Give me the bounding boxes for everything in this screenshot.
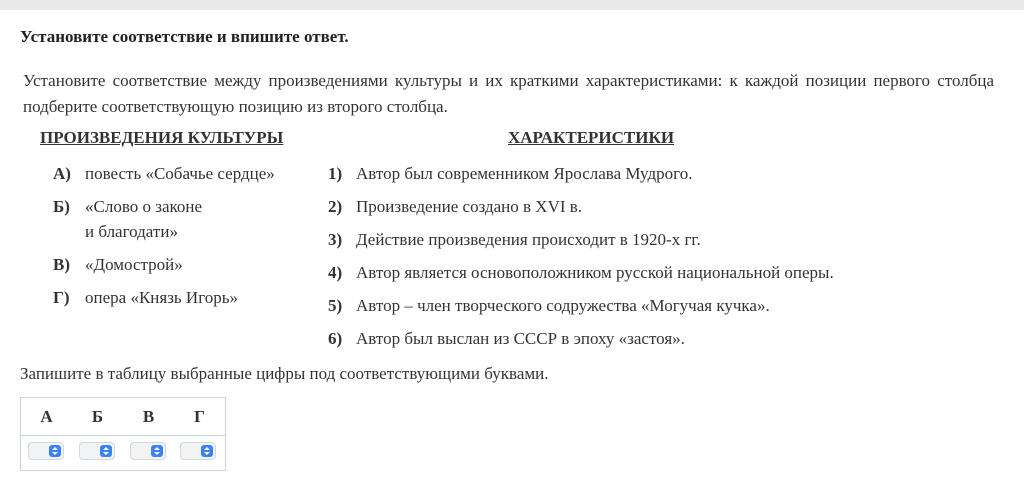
select-arrows-icon (49, 445, 61, 457)
right-column-header: ХАРАКТЕРИСТИКИ (508, 128, 675, 147)
answer-select-g[interactable] (180, 442, 216, 460)
left-column-header: ПРОИЗВЕДЕНИЯ КУЛЬТУРЫ (40, 128, 284, 147)
task-title: Установите соответствие и впишите ответ. (20, 27, 349, 46)
left-item-text: опера «Князь Игорь» (85, 288, 238, 307)
left-item-key: Г) (53, 288, 70, 307)
select-arrows-icon (100, 445, 112, 457)
right-item-text: Автор был выслан из СССР в эпоху «застоя». (356, 329, 685, 348)
right-item-key: 4) (328, 263, 343, 282)
right-item-text: Автор был современником Ярослава Мудрого. (356, 164, 693, 183)
select-arrows-icon (151, 445, 163, 457)
right-item-text: Автор является основоположником русской национальной оперы. (356, 263, 834, 282)
right-item-key: 2) (328, 197, 343, 216)
top-bar (0, 0, 1024, 10)
answer-select-a[interactable] (28, 442, 64, 460)
answer-table (20, 397, 226, 471)
left-item-text: «Домострой» (85, 255, 183, 274)
left-item-text: повесть «Собачье сердце» (85, 164, 275, 183)
right-item-key: 6) (328, 329, 343, 348)
answer-header-b: Б (91, 407, 104, 426)
left-item-key: А) (53, 164, 71, 183)
answer-select-b[interactable] (79, 442, 115, 460)
right-item-text: Произведение создано в XVI в. (356, 197, 583, 216)
right-item-text: Автор – член творческого содружества «Могучая кучка». (356, 296, 770, 315)
answer-instruction: Запишите в таблицу выбранные цифры под соответствующими буквами. (20, 364, 549, 383)
answer-header-v: В (142, 407, 155, 426)
left-item-text: «Слово о законе и благодати» (85, 197, 203, 241)
answer-table-header-row (21, 398, 225, 436)
left-item-key: Б) (53, 197, 70, 216)
answer-header-a: А (40, 407, 53, 426)
right-item-key: 1) (328, 164, 343, 183)
answer-select-v[interactable] (130, 442, 166, 460)
left-item-key: В) (53, 255, 70, 274)
right-item-key: 3) (328, 230, 343, 249)
right-item-key: 5) (328, 296, 343, 315)
task-intro: Установите соответствие между произведениями культуры и их краткими характеристиками: к каждой позиции первого столбца подберите соответствующую позицию из второго столбца. (23, 71, 994, 116)
select-arrows-icon (201, 445, 213, 457)
right-item-text: Действие произведения происходит в 1920-х гг. (356, 230, 701, 249)
answer-header-g: Г (194, 407, 205, 426)
